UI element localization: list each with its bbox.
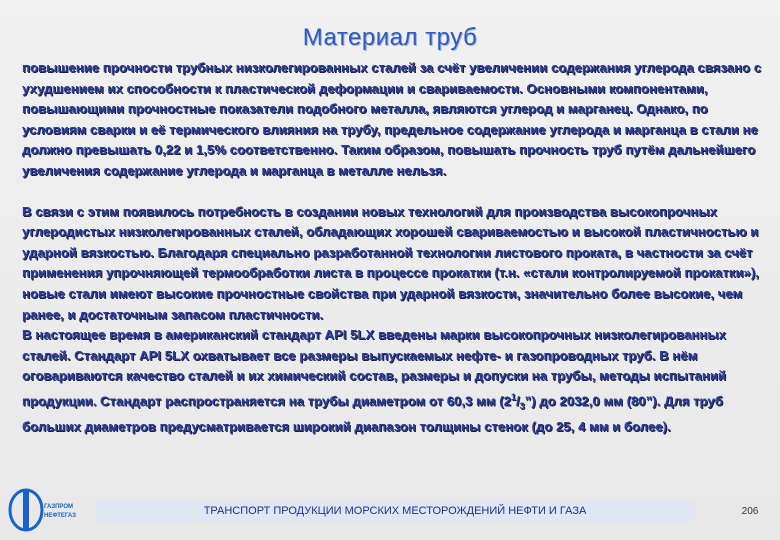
paragraph-3-text-a: В настоящее время в американский стандарт API 5LX введены марки высокопрочных низколегированных сталей. Стандарт API 5LX охватывает все размеры выпускаемых нефте- и газопроводных труб. В нём оговариваются качество сталей и их химический состав, размеры и допуски на трубы, методы испытаний продукции. Стандарт распространяется на трубы диаметром от 60,3 мм (2 bbox=[22, 327, 727, 409]
fraction-numerator: 1 bbox=[510, 391, 516, 402]
logo-text-line1: ГАЗПРОМ bbox=[44, 504, 74, 510]
body-text bbox=[22, 58, 762, 437]
gazprom-logo bbox=[6, 480, 77, 534]
paragraph-3 bbox=[22, 325, 762, 437]
paragraph-3-text-b: ”) до 2032,0 мм (80”). Для труб больших диаметров предусматривается широкий диапазон толщины стенок (до 25, 4 мм и более). bbox=[22, 393, 723, 434]
flame-logo-icon bbox=[10, 488, 42, 530]
paragraph-1: повышение прочности трубных низколегированных сталей за счёт увеличении содержания углерода связано с ухудшением их способности к пластической деформации и свариваемости. Основными компонентами, повышающими прочностные показатели подобного металла, являются углерод и марганец. Однако, по условиям сварки и её термического влияния на трубу, предельное содержание углерода и марганца в стали не должно превышать 0,22 и 1,5% соответственно. Таким образом, повышать прочность труб путём дальнейшего увеличения содержание углерода и марганца в металле нельзя. bbox=[22, 60, 762, 178]
page-number: 206 bbox=[741, 506, 759, 517]
fraction-denominator: 3 bbox=[519, 400, 525, 411]
fraction-slash: / bbox=[515, 393, 520, 409]
footer-bar: ТРАНСПОРТ ПРОДУКЦИИ МОРСКИХ МЕСТОРОЖДЕНИЙ НЕФТИ И ГАЗА bbox=[95, 501, 695, 522]
logo-text-line2: НЕФТЕГАЗ bbox=[44, 513, 77, 519]
paragraph-2: В связи с этим появилось потребность в создании новых технологий для производства высокопрочных углеродистых низколегированных сталей, обладающих хорошей свариваемостью и высокой пластичностью и ударной вязкостью. Благодаря специально разработанной технологии листового проката, в частности за счёт применения упрочняющей термообработки листа в процессе прокатки (т.н. «стали контролируемой прокатки»), новые стали имеют высокие прочностные свойства при ударной вязкости, значительно более высокие, чем ранее, и достаточным запасом пластичности. bbox=[22, 203, 759, 322]
paragraph-gap bbox=[22, 182, 762, 202]
slide-title: Материал труб bbox=[302, 24, 478, 51]
